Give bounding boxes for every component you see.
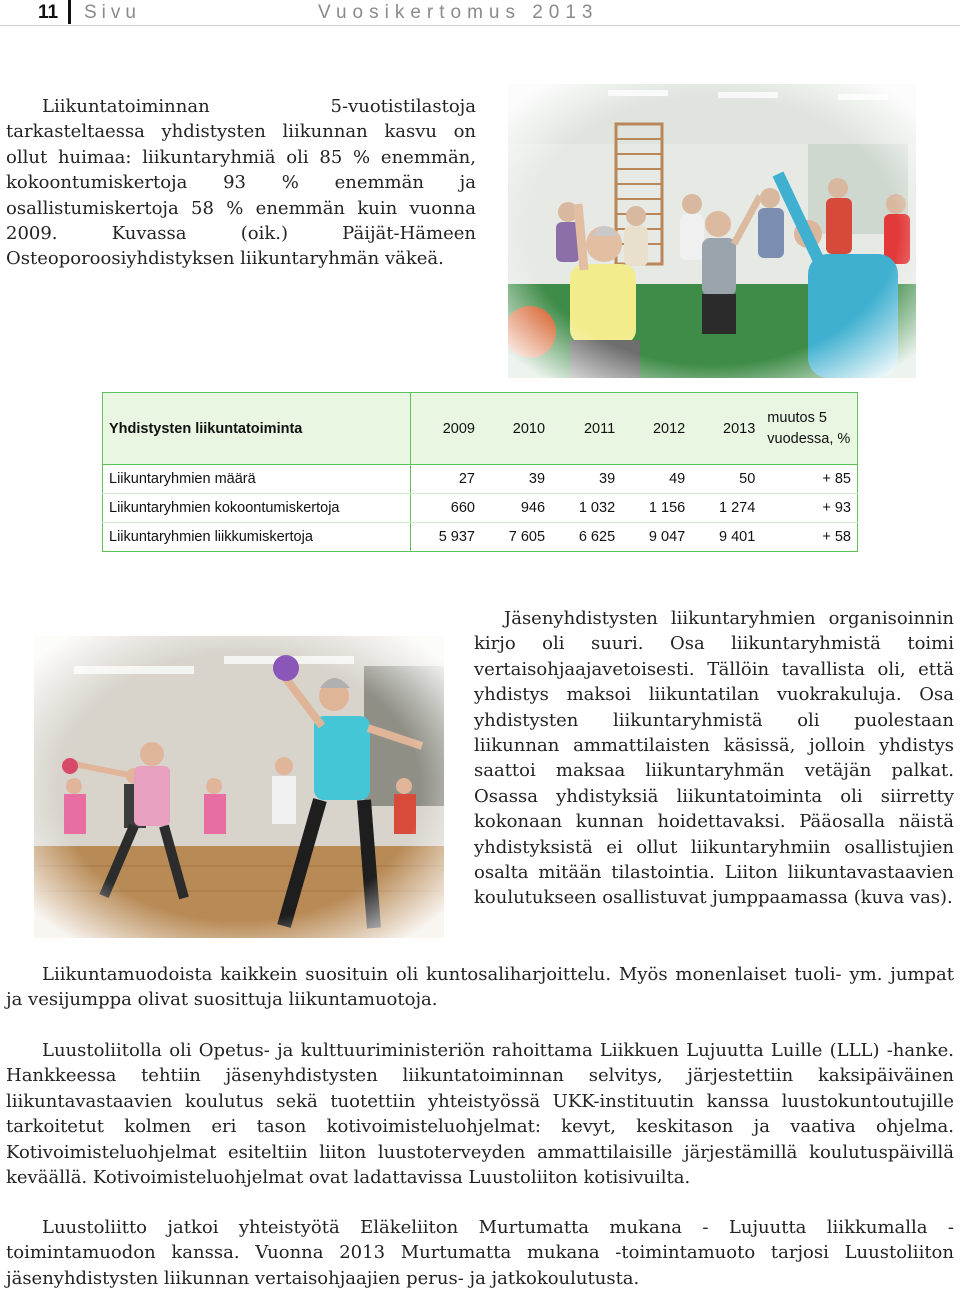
paragraph-lll-project: Luustoliitolla oli Opetus- ja kulttuuriministeriön rahoittama Liikkuen Lujuutta Luille (LLL) -hanke. Hankkeessa tehtiin jäsenyhdistysten liikuntatoiminnan selvitys, järjestettiin kaksipäiväinen liikuntavastaavien koulutus sekä tuotettiin yhteistyössä UKK-instituutin kanssa luustokuntoutujille tarkoitetut kolmen eri tason kotivoimisteluohjelmat: kevyt, keskitason ja vaativa ohjelma. Kotivoimisteluohjelmat esiteltiin liiton luustoterveyden ammattilaisille järjestämillä koulutuspäivillä keväällä. Kotivoimisteluohjelmat ovat ladattavissa Luustoliiton kotisivuilta. [6, 1040, 954, 1189]
cell-change: + 93 [761, 494, 857, 523]
cell-value: 7 605 [481, 523, 551, 552]
page-number: 11 [38, 2, 59, 23]
cell-value: 9 401 [691, 523, 761, 552]
page-word: Sivu [84, 2, 141, 23]
table-header-year: 2013 [691, 393, 761, 465]
cell-value: 1 274 [691, 494, 761, 523]
cell-value: 27 [411, 465, 481, 494]
row-label: Liikuntaryhmien kokoontumiskertoja [103, 494, 411, 523]
row-label: Liikuntaryhmien määrä [103, 465, 411, 494]
row-label: Liikuntaryhmien liikkumiskertoja [103, 523, 411, 552]
table-header-label: Yhdistysten liikuntatoiminta [103, 393, 411, 465]
side-paragraph: Jäsenyhdistysten liikuntaryhmien organisoinnin kirjo oli suuri. Osa liikuntaryhmistä toimi vertaisohjaajavetoisesti. Tällöin tavallista oli, että yhdistys maksoi liikuntatilan vuokrakuluja. Osa yhdistysten liikuntaryhmistä oli puolestaan liikunnan ammattilaisten käsissä, jolloin yhdistys saattoi maksaa liikuntaryhmän vetäjän palkat. Osassa yhdistyksiä liikuntatoiminta oli siirretty kokonaan kunnan hoidettavaksi. Pääosalla näistä yhdistyksistä ei ollut liikuntaryhmiin osallistujien osalta mitään tilastointia. Liiton liikuntavastaavien koulutukseen osallistuvat jumppaamassa (kuva vas). [474, 608, 954, 909]
table-row [103, 465, 858, 494]
photo-ball-exercise-group [34, 636, 444, 938]
table-header-year: 2012 [621, 393, 691, 465]
cell-change: + 58 [761, 523, 857, 552]
header-separator [68, 0, 71, 24]
cell-value: 50 [691, 465, 761, 494]
table-header-year: 2010 [481, 393, 551, 465]
cell-change: + 85 [761, 465, 857, 494]
intro-paragraph: Liikuntatoiminnan 5-vuotistilastoja tarkasteltaessa yhdistysten liikunnan kasvu on ollut huimaa: liikuntaryhmiä oli 85 % enemmän, kokoontumiskertoja 93 % enemmän ja osallistumiskertoja 58 % enemmän kuin vuonna 2009. Kuvassa (oik.) Päijät-Hämeen Osteoporoosiyhdistyksen liikuntaryhmän väkeä. [6, 96, 476, 270]
table-header-change: muutos 5 vuodessa, % [761, 393, 857, 465]
cell-value: 9 047 [621, 523, 691, 552]
report-title: Vuosikertomus 2013 [318, 2, 599, 23]
table-row [103, 494, 858, 523]
paragraph-cooperation: Luustoliitto jatkoi yhteistyötä Eläkeliiton Murtumatta mukana - Lujuutta liikkumalla -toimintamuodon kanssa. Vuonna 2013 Murtumatta mukana -toimintamuoto tarjosi Luustoliiton jäsenyhdistysten liikunnan vertaisohjaajien perus- ja jatkokoulutusta. [6, 1217, 954, 1289]
table-header-year: 2009 [411, 393, 481, 465]
activity-stats-table [102, 392, 858, 552]
cell-value: 1 156 [621, 494, 691, 523]
photo-chair-exercise-group [508, 84, 916, 378]
table-header-row [103, 393, 858, 465]
cell-value: 1 032 [551, 494, 621, 523]
table-header-year: 2011 [551, 393, 621, 465]
paragraph-popular-activities: Liikuntamuodoista kaikkein suosituin oli kuntosaliharjoittelu. Myös monenlaiset tuoli- ym. jumpat ja vesijumppa olivat suosittuja liikuntamuotoja. [6, 964, 954, 1011]
cell-value: 39 [551, 465, 621, 494]
table-row [103, 523, 858, 552]
cell-value: 49 [621, 465, 691, 494]
cell-value: 946 [481, 494, 551, 523]
page-header [0, 0, 960, 26]
cell-value: 6 625 [551, 523, 621, 552]
cell-value: 660 [411, 494, 481, 523]
cell-value: 5 937 [411, 523, 481, 552]
cell-value: 39 [481, 465, 551, 494]
